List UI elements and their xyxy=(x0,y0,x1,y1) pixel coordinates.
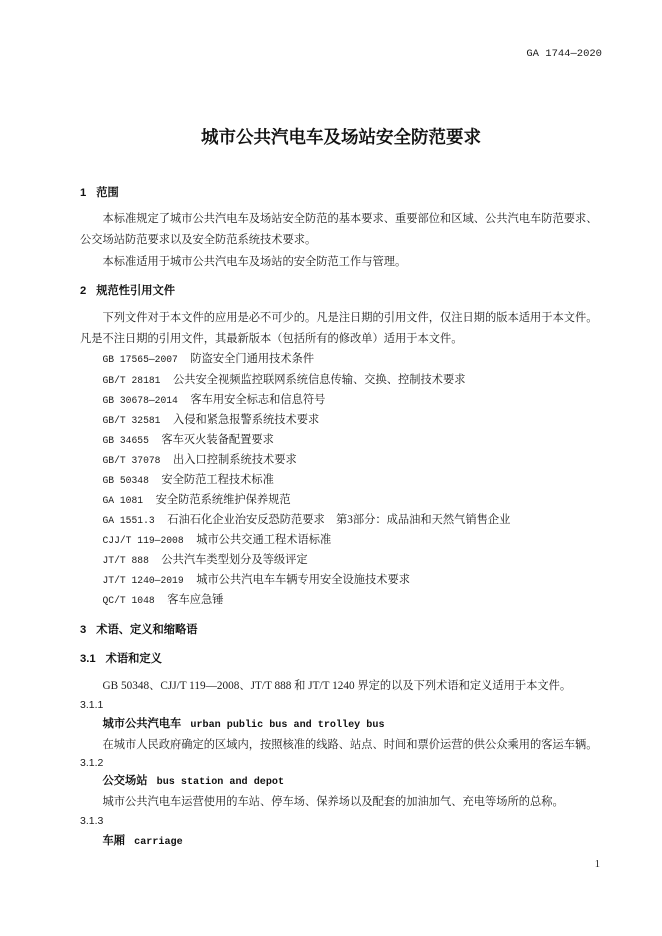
reference-title: 公共安全视频监控联网系统信息传输、交换、控制技术要求 xyxy=(173,374,466,386)
paragraph-line: 公交场站防范要求以及安全防范系统技术要求。 xyxy=(80,234,317,246)
reference-title: 出入口控制系统技术要求 xyxy=(173,454,297,466)
section-heading-scope xyxy=(80,185,602,201)
reference-item xyxy=(80,512,602,528)
section-title: 术语、定义和缩略语 xyxy=(96,624,198,636)
reference-code: QC/T 1048 xyxy=(102,595,155,606)
reference-title: 客车用安全标志和信息符号 xyxy=(190,394,326,406)
term-zh: 城市公共汽电车 xyxy=(102,718,182,730)
reference-code: GB/T 32581 xyxy=(102,415,161,426)
reference-title: 城市公共汽电车车辆专用安全设施技术要求 xyxy=(196,574,410,586)
reference-item xyxy=(80,412,602,428)
reference-title: 城市公共交通工程术语标准 xyxy=(196,534,332,546)
section-heading-references xyxy=(80,283,602,299)
term-definition: 在城市人民政府确定的区域内，按照核准的线路、站点、时间和票价运营的供公众乘用的客运车辆。 xyxy=(102,739,598,751)
reference-code: GB 30678—2014 xyxy=(102,395,178,406)
term-en: urban public bus and trolley bus xyxy=(190,720,385,731)
reference-code: GB/T 37078 xyxy=(102,455,161,466)
reference-item xyxy=(80,592,602,608)
paragraph-line: 本标准适用于城市公共汽电车及场站的安全防范工作与管理。 xyxy=(102,256,407,268)
reference-code: GA 1081 xyxy=(102,495,144,506)
document-code: GA 1744—2020 xyxy=(526,48,602,60)
reference-item xyxy=(80,452,602,468)
term-en: bus station and depot xyxy=(156,777,285,788)
term-en: carriage xyxy=(134,837,183,848)
term-zh: 公交场站 xyxy=(102,775,148,787)
clause-number: 3.1.2 xyxy=(80,757,104,769)
reference-item xyxy=(80,351,602,367)
clause-number: 3.1.3 xyxy=(80,815,104,827)
reference-item xyxy=(80,372,602,388)
reference-item xyxy=(80,492,602,508)
paragraph-line: 凡是不注日期的引用文件，其最新版本（包括所有的修改单）适用于本文件。 xyxy=(80,333,463,345)
reference-title: 安全防范工程技术标准 xyxy=(161,474,274,486)
reference-code: CJJ/T 119—2008 xyxy=(102,535,184,546)
reference-code: JT/T 888 xyxy=(102,555,149,566)
page-number: 1 xyxy=(594,859,600,870)
reference-title: 公共汽车类型划分及等级评定 xyxy=(161,554,308,566)
reference-item xyxy=(80,432,602,448)
reference-title: 客车灭火装备配置要求 xyxy=(161,434,274,446)
section-number: 1 xyxy=(80,187,87,199)
section-heading-terms xyxy=(80,622,602,638)
subsection-title: 术语和定义 xyxy=(105,653,162,665)
clause-number: 3.1.1 xyxy=(80,699,104,711)
reference-title: 客车应急锤 xyxy=(167,594,224,606)
paragraph-line: 下列文件对于本文件的应用是必不可少的。凡是注日期的引用文件，仅注日期的版本适用于本文件。 xyxy=(102,312,598,324)
term-definition: 城市公共汽电车运营使用的车站、停车场、保养场以及配套的加油加气、充电等场所的总称。 xyxy=(102,796,564,808)
term-entry xyxy=(80,716,602,732)
paragraph-line: GB 50348、CJJ/T 119—2008、JT/T 888 和 JT/T 1240 界定的以及下列术语和定义适用于本文件。 xyxy=(102,680,572,692)
reference-title: 石油石化企业治安反恐防范要求 第3部分：成品油和天然气销售企业 xyxy=(167,514,511,526)
reference-item xyxy=(80,532,602,548)
reference-code: GA 1551.3 xyxy=(102,515,155,526)
term-zh: 车厢 xyxy=(102,835,126,847)
reference-title: 安全防范系统维护保养规范 xyxy=(155,494,291,506)
reference-code: GB 17565—2007 xyxy=(102,354,178,365)
subsection-number: 3.1 xyxy=(80,653,96,665)
term-entry xyxy=(80,773,602,789)
reference-code: GB 50348 xyxy=(102,475,149,486)
reference-item xyxy=(80,392,602,408)
reference-code: GB 34655 xyxy=(102,435,149,446)
reference-code: JT/T 1240—2019 xyxy=(102,575,184,586)
term-entry xyxy=(80,833,602,849)
reference-item xyxy=(80,472,602,488)
reference-item xyxy=(80,572,602,588)
reference-code: GB/T 28181 xyxy=(102,375,161,386)
section-number: 2 xyxy=(80,285,87,297)
section-title: 规范性引用文件 xyxy=(96,285,176,297)
subsection-heading xyxy=(80,651,602,667)
section-number: 3 xyxy=(80,624,87,636)
reference-title: 防盗安全门通用技术条件 xyxy=(190,353,315,365)
paragraph-line: 本标准规定了城市公共汽电车及场站安全防范的基本要求、重要部位和区域、公共汽电车防范要求、 xyxy=(102,213,598,225)
section-title: 范围 xyxy=(96,187,119,199)
document-title: 城市公共汽电车及场站安全防范要求 xyxy=(201,127,481,147)
reference-item xyxy=(80,552,602,568)
reference-title: 入侵和紧急报警系统技术要求 xyxy=(173,414,320,426)
